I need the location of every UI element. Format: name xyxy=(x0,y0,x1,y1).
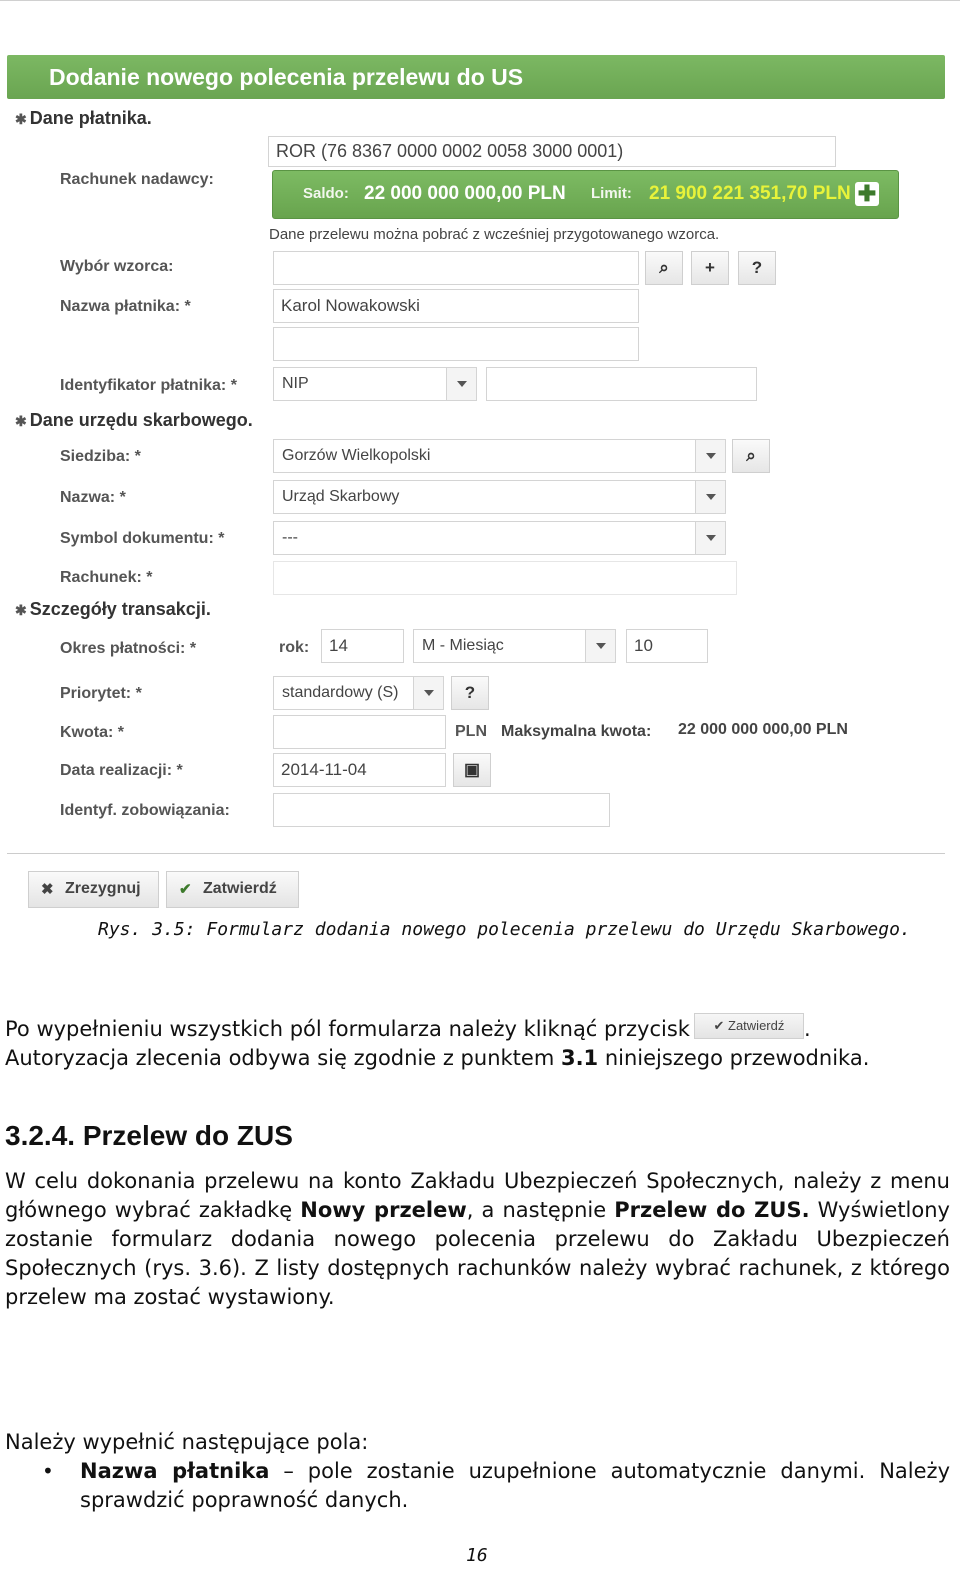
label-seat: Siedziba: * xyxy=(60,448,141,465)
template-input[interactable] xyxy=(273,251,639,285)
chevron-down-icon xyxy=(695,440,725,472)
office-name-select[interactable]: Urząd Skarbowy xyxy=(273,480,726,514)
saldo-value: 22 000 000 000,00 PLN xyxy=(364,183,566,204)
sender-account-select[interactable]: ROR (76 8367 0000 0002 0058 3000 0001) xyxy=(268,136,836,167)
form-divider xyxy=(7,853,945,854)
label-date: Data realizacji: * xyxy=(60,762,183,779)
label-period: Okres płatności: * xyxy=(60,640,197,657)
paragraph-zus: W celu dokonania przelewu na konto Zakładu Ubezpieczeń Społecznych, należy z menu głównego wybrać zakładkę Nowy przelew, a następnie Przelew do ZUS. Wyświetlony zostanie formularz dodania nowego polecenia przelewu do Zakładu Ubezpieczeń Społecznych (rys. 3.6). Z listy dostępnych rachunków należy wybrać rachunek, z którego przelew ma zostać wystawiony. xyxy=(5,1169,950,1309)
chevron-down-icon xyxy=(695,481,725,513)
cancel-button[interactable]: ✖ Zrezygnuj xyxy=(28,871,159,908)
calendar-button[interactable] xyxy=(453,753,491,787)
inline-confirm-button: ✔ Zatwierdź xyxy=(694,1013,804,1039)
gear-icon: ✱ xyxy=(15,111,27,127)
payer-name-input[interactable]: Karol Nowakowski xyxy=(273,289,639,323)
template-hint: Dane przelewu można pobrać z wcześniej przygotowanego wzorca. xyxy=(269,226,720,243)
help-template-button[interactable] xyxy=(738,251,776,285)
label-sender-account: Rachunek nadawcy: xyxy=(60,171,214,188)
label-account: Rachunek: * xyxy=(60,569,153,586)
figure-caption: Rys. 3.5: Formularz dodania nowego polecenia przelewu do Urzędu Skarbowego. xyxy=(98,919,911,940)
page-number: 16 xyxy=(466,1545,488,1566)
period-type-select[interactable]: M - Miesiąc xyxy=(413,629,616,663)
bullet-item: Nazwa płatnika – pole zostanie uzupełnione automatycznie danymi. Należy sprawdzić poprawność danych. xyxy=(80,1459,950,1512)
max-amount-label: Maksymalna kwota: xyxy=(501,723,652,740)
section-heading: 3.2.4. Przelew do ZUS xyxy=(5,1120,293,1151)
search-icon: ⌕ xyxy=(746,446,756,465)
doc-symbol-select[interactable]: --- xyxy=(273,521,726,555)
close-icon: ✖ xyxy=(41,881,54,898)
label-amount: Kwota: * xyxy=(60,724,124,741)
amount-input[interactable] xyxy=(273,715,446,749)
payer-name-line2-input[interactable] xyxy=(273,327,639,361)
label-payer-name: Nazwa płatnika: * xyxy=(60,298,191,315)
section-tax-office: ✱ Dane urzędu skarbowego. xyxy=(15,410,253,430)
limit-label: Limit: xyxy=(591,185,632,202)
search-template-button[interactable] xyxy=(645,251,683,285)
search-icon: ⌕ xyxy=(659,258,669,277)
form-title: Dodanie nowego polecenia przelewu do US xyxy=(49,64,524,90)
help-icon: ? xyxy=(464,683,476,702)
gear-icon: ✱ xyxy=(15,413,27,429)
payer-id-input[interactable] xyxy=(486,367,757,401)
period-number-input[interactable]: 10 xyxy=(626,629,708,663)
label-priority: Priorytet: * xyxy=(60,685,142,702)
help-icon: ? xyxy=(751,258,763,277)
currency-label: PLN xyxy=(455,723,487,740)
chevron-down-icon xyxy=(446,368,476,400)
paragraph-confirm: Po wypełnieniu wszystkich pól formularza należy kliknąć przycisk ✔ Zatwierdź . Autoryzacja zlecenia odbywa się zgodnie z punktem 3.1 niniejszego przewodnika. xyxy=(5,1015,950,1073)
check-icon: ✔ xyxy=(179,881,192,898)
label-obligation: Identyf. zobowiązania: xyxy=(60,802,230,819)
paragraph-fields: Należy wypełnić następujące pola: xyxy=(5,1430,369,1454)
saldo-label: Saldo: xyxy=(303,185,349,202)
form-header xyxy=(7,55,945,99)
seat-select[interactable]: Gorzów Wielkopolski xyxy=(273,439,726,473)
obligation-input[interactable] xyxy=(273,793,610,827)
year-input[interactable]: 14 xyxy=(321,629,404,663)
chevron-down-icon xyxy=(413,677,443,709)
balance-bar xyxy=(272,170,899,219)
label-template: Wybór wzorca: xyxy=(60,258,174,275)
confirm-button[interactable]: ✔ Zatwierdź xyxy=(166,871,299,908)
max-amount-value: 22 000 000 000,00 PLN xyxy=(678,721,848,738)
tax-account-field xyxy=(273,561,737,595)
priority-select[interactable]: standardowy (S) xyxy=(273,676,444,710)
chevron-down-icon xyxy=(695,522,725,554)
plus-icon: + xyxy=(705,258,715,277)
section-transaction: ✱ Szczegóły transakcji. xyxy=(15,599,211,619)
label-name: Nazwa: * xyxy=(60,489,126,506)
label-payer-id: Identyfikator płatnika: * xyxy=(60,377,237,394)
year-label: rok: xyxy=(279,639,310,656)
add-icon[interactable]: ✚ xyxy=(855,182,879,206)
bullet-mark: • xyxy=(42,1459,54,1483)
calendar-icon: ▣ xyxy=(463,760,481,779)
search-office-button[interactable] xyxy=(732,439,770,473)
gear-icon: ✱ xyxy=(15,602,27,618)
label-doc-symbol: Symbol dokumentu: * xyxy=(60,530,225,547)
add-template-button[interactable] xyxy=(691,251,729,285)
chevron-down-icon xyxy=(585,630,615,662)
limit-value: 21 900 221 351,70 PLN xyxy=(649,183,851,204)
date-input[interactable]: 2014-11-04 xyxy=(273,753,446,787)
section-payer: ✱ Dane płatnika. xyxy=(15,108,152,128)
payer-id-type-select[interactable]: NIP xyxy=(273,367,477,401)
priority-help-button[interactable] xyxy=(451,676,489,710)
